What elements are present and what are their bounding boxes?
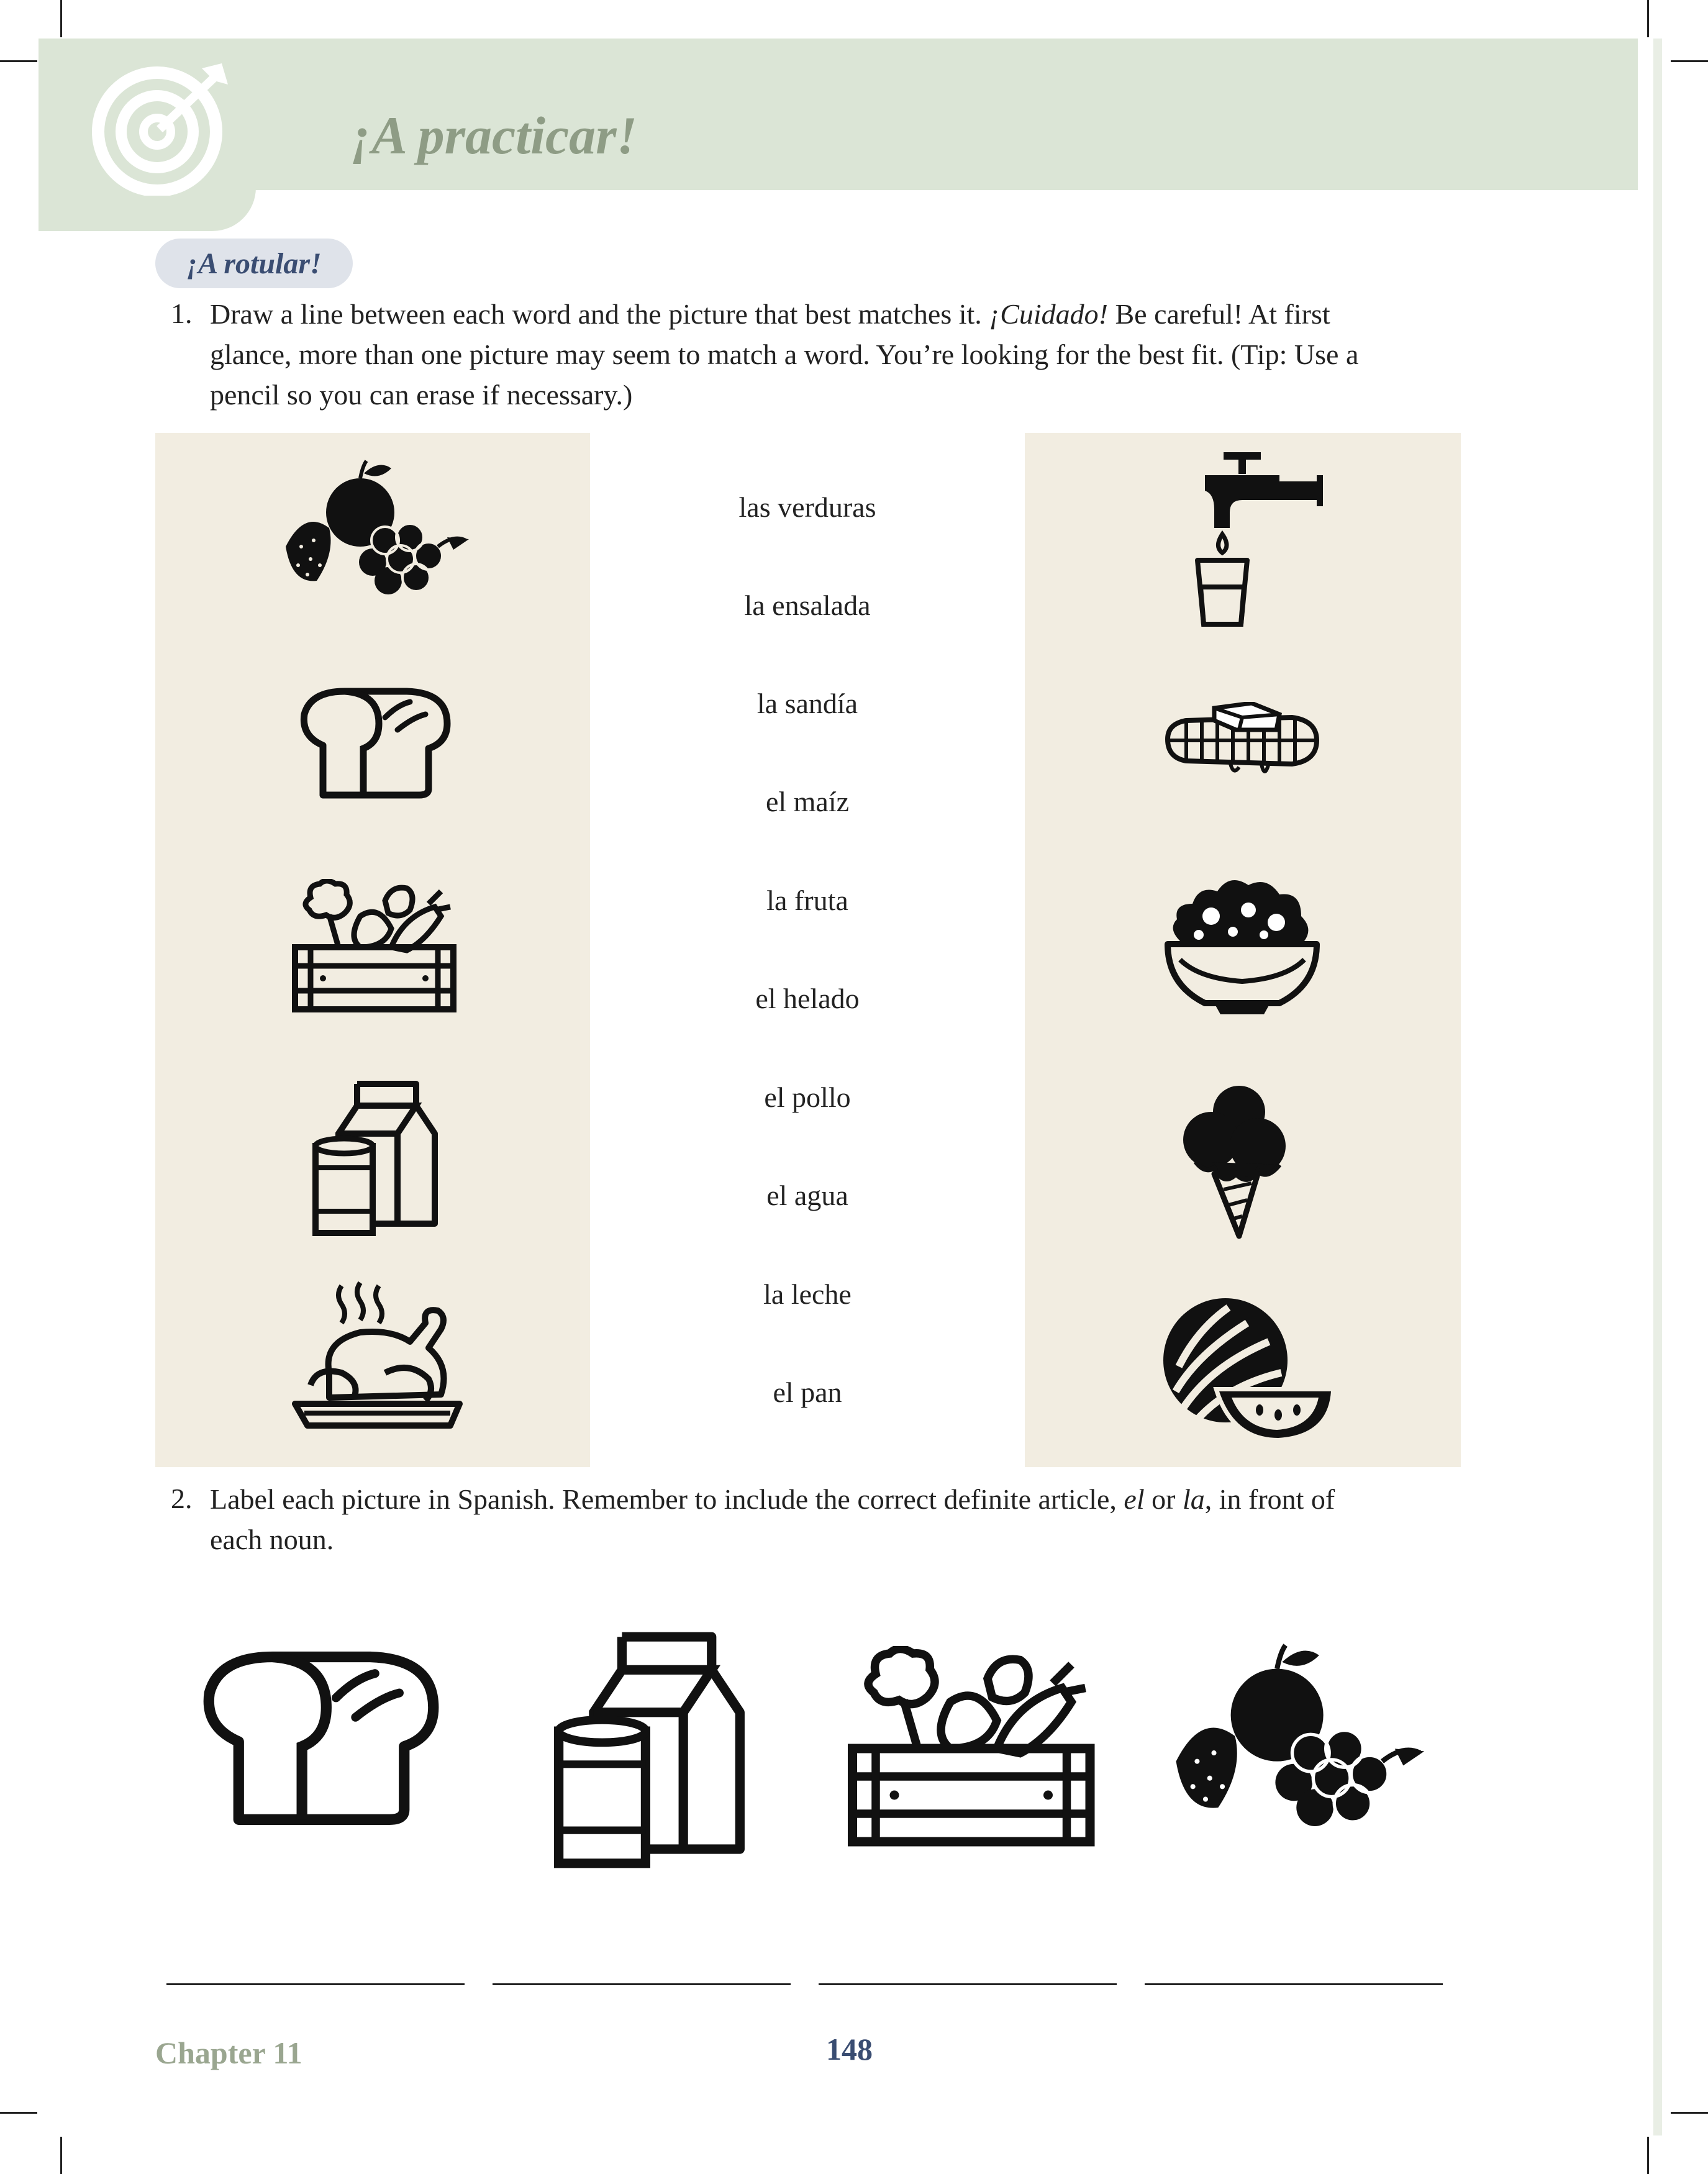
fruit-icon: [279, 460, 472, 596]
salad-bowl-icon: [1161, 873, 1323, 1019]
roast-chicken-icon: [292, 1280, 463, 1444]
crop-mark: [0, 60, 37, 62]
fruit-icon: [1168, 1643, 1429, 1829]
word-item: el helado: [755, 983, 860, 1014]
answer-line[interactable]: [166, 1983, 465, 1985]
exercise-number: 1.: [171, 298, 193, 329]
vegetable-crate-icon: [292, 879, 460, 1016]
page-edge: [1653, 39, 1662, 2135]
exercise-number: 2.: [171, 1483, 193, 1514]
instr-text: Draw a line between each word and the picture that best matches it.: [210, 298, 989, 330]
instr-text: or: [1144, 1483, 1183, 1515]
instr-italic: el: [1124, 1483, 1145, 1515]
crop-mark: [0, 2112, 37, 2114]
crop-mark: [1671, 60, 1708, 62]
word-item: el agua: [766, 1180, 848, 1211]
crop-mark: [1647, 2137, 1649, 2174]
milk-carton-icon: [311, 1078, 441, 1239]
crop-mark: [60, 0, 62, 37]
header-band: [39, 39, 1638, 190]
ice-cream-icon: [1180, 1081, 1292, 1242]
crop-mark: [60, 2137, 62, 2174]
instr-text: Be careful! At first: [1107, 298, 1330, 330]
vegetable-crate-icon: [848, 1646, 1099, 1851]
instr-text: , in front of: [1204, 1483, 1335, 1515]
instr-line: glance, more than one picture may seem to match a word. You’re looking for the best fit. (Tip: Use a: [210, 339, 1359, 370]
word-item: el pan: [773, 1376, 842, 1408]
exercise-instructions: [210, 294, 1508, 415]
page-title: ¡A practicar!: [351, 106, 638, 165]
milk-carton-icon: [548, 1627, 753, 1873]
page-number: 148: [826, 2032, 873, 2067]
word-item: la sandía: [756, 688, 858, 719]
word-item: el pollo: [764, 1081, 851, 1113]
bread-icon: [298, 686, 453, 801]
instr-italic: la: [1182, 1483, 1205, 1515]
corn-icon: [1161, 702, 1323, 783]
bread-icon: [199, 1649, 444, 1829]
chapter-label: Chapter 11: [155, 2035, 302, 2070]
section-label: ¡A rotular!: [155, 239, 353, 288]
watermelon-icon: [1160, 1292, 1334, 1441]
instr-text: Label each picture in Spanish. Remember to include the correct definite article,: [210, 1483, 1124, 1515]
instr-italic: ¡Cuidado!: [989, 298, 1108, 330]
crop-mark: [1671, 2112, 1708, 2114]
instr-line: pencil so you can erase if necessary.): [210, 379, 633, 411]
word-item: el maíz: [765, 786, 850, 817]
word-item: la ensalada: [744, 589, 871, 621]
word-item: la fruta: [766, 885, 848, 916]
exercise-instructions: [210, 1479, 1508, 1560]
word-item: la leche: [763, 1278, 852, 1310]
target-icon: [90, 62, 233, 196]
instr-line: each noun.: [210, 1524, 334, 1555]
answer-line[interactable]: [493, 1983, 791, 1985]
answer-line[interactable]: [1145, 1983, 1443, 1985]
crop-mark: [1647, 0, 1649, 37]
answer-line[interactable]: [819, 1983, 1117, 1985]
word-item: las verduras: [738, 491, 876, 523]
water-faucet-icon: [1180, 447, 1323, 627]
